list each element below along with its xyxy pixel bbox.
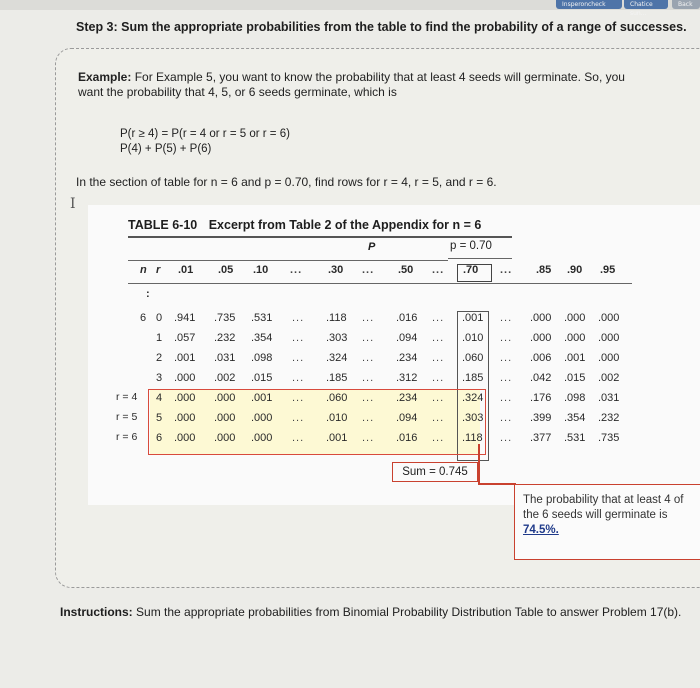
ellipsis-dots: ... [432, 352, 445, 364]
result-callout [514, 484, 700, 560]
row-label-r6: r = 6 [116, 431, 138, 443]
header-dots: ... [290, 264, 303, 276]
cell-01: .001 [174, 352, 196, 364]
cell-05: .000 [214, 392, 236, 404]
ellipsis-dots: ... [432, 372, 445, 384]
cell-85: .399 [530, 412, 552, 424]
formula-line-2: P(4) + P(5) + P(6) [120, 143, 212, 155]
ellipsis-dots: ... [362, 312, 375, 324]
p-value-label: p = 0.70 [450, 240, 492, 252]
cell-r: 3 [156, 372, 163, 384]
text-cursor-icon: I [70, 196, 76, 212]
cell-10: .531 [251, 312, 273, 324]
p-header-label: P [368, 241, 376, 253]
cell-30: .303 [326, 332, 348, 344]
cell-95: .000 [598, 312, 620, 324]
callout-percent: 74.5%. [523, 524, 559, 536]
ellipsis-dots: ... [500, 372, 513, 384]
cell-30: .060 [326, 392, 348, 404]
ellipsis-dots: ... [500, 392, 513, 404]
cell-50: .312 [396, 372, 418, 384]
step-text: Sum the appropriate probabilities from the table to find the probability of a range of successes. [121, 20, 687, 34]
cell-10: .015 [251, 372, 273, 384]
sum-box: Sum = 0.745 [392, 462, 478, 482]
cell-01: .000 [174, 392, 196, 404]
cell-90: .354 [564, 412, 586, 424]
header-col-90: .90 [567, 264, 583, 276]
cell-50: .234 [396, 352, 418, 364]
ellipsis-dots: ... [292, 432, 305, 444]
cell-30: .118 [326, 312, 347, 324]
example-line-1: For Example 5, you want to know the probability that at least 4 seeds will germinate. So, you [134, 70, 625, 84]
ellipsis-dots: ... [500, 432, 513, 444]
callout-line-1: The probability that at least 4 of [523, 494, 684, 506]
cell-70: .324 [462, 392, 484, 404]
header-col-70: .70 [463, 264, 479, 276]
ellipsis-dots: ... [292, 372, 305, 384]
header-col-50: .50 [398, 264, 414, 276]
ellipsis-dots: ... [500, 332, 513, 344]
cell-85: .176 [530, 392, 552, 404]
cell-95: .232 [598, 412, 620, 424]
cell-90: .098 [564, 392, 586, 404]
highlight-col-70-header [457, 264, 492, 282]
header-dots: ... [500, 264, 513, 276]
ellipsis-dots: ... [432, 392, 445, 404]
ellipsis-dots: ... [500, 312, 513, 324]
cell-05: .232 [214, 332, 236, 344]
header-rule [128, 260, 448, 261]
cell-10: .000 [251, 432, 273, 444]
cell-95: .735 [598, 432, 620, 444]
ellipsis-dots: ... [292, 332, 305, 344]
cell-30: .185 [326, 372, 348, 384]
cell-r: 6 [156, 432, 163, 444]
cell-70: .303 [462, 412, 484, 424]
header-col-10: .10 [253, 264, 269, 276]
cell-70: .010 [462, 332, 484, 344]
ellipsis-dots: ... [292, 312, 305, 324]
cell-30: .001 [326, 432, 348, 444]
instructions-label: Instructions: [60, 605, 133, 619]
toolbar-tab-button[interactable]: Back [672, 0, 700, 9]
connector-line [478, 483, 516, 485]
header-col-95: .95 [600, 264, 616, 276]
ellipsis-colon: : [146, 288, 150, 300]
cell-90: .000 [564, 332, 586, 344]
section-instruction: In the section of table for n = 6 and p = 0.70, find rows for r = 4, r = 5, and r = 6. [76, 175, 497, 189]
example-line-2: want the probability that 4, 5, or 6 seeds germinate, which is [78, 85, 397, 99]
cell-01: .941 [174, 312, 196, 324]
cell-r: 4 [156, 392, 163, 404]
ellipsis-dots: ... [362, 332, 375, 344]
cell-10: .098 [251, 352, 273, 364]
table-title [128, 218, 481, 232]
table-title-text: Excerpt from Table 2 of the Appendix for n = 6 [208, 218, 482, 232]
step-label: Step 3: [76, 20, 118, 34]
ellipsis-dots: ... [432, 412, 445, 424]
callout-line-2: the 6 seeds will germinate is [523, 509, 668, 521]
cell-50: .234 [396, 392, 418, 404]
cell-85: .006 [530, 352, 552, 364]
cell-70: .185 [462, 372, 484, 384]
ellipsis-dots: ... [362, 392, 375, 404]
header-r: r [156, 264, 161, 276]
header-col-85: .85 [536, 264, 552, 276]
cell-95: .000 [598, 352, 620, 364]
example-text [78, 70, 690, 100]
step-heading [76, 20, 696, 34]
cell-01: .000 [174, 412, 196, 424]
cell-50: .094 [396, 332, 418, 344]
cell-95: .002 [598, 372, 620, 384]
cell-05: .002 [214, 372, 236, 384]
cell-30: .010 [326, 412, 348, 424]
cell-10: .001 [251, 392, 273, 404]
browser-toolbar [0, 0, 700, 17]
header-dots: ... [362, 264, 375, 276]
cell-30: .324 [326, 352, 348, 364]
cell-r: 0 [156, 312, 163, 324]
header-col-05: .05 [218, 264, 234, 276]
ellipsis-dots: ... [432, 332, 445, 344]
header-bottom-rule [128, 283, 632, 284]
cell-70: .060 [462, 352, 484, 364]
cell-01: .000 [174, 432, 196, 444]
cell-r: 2 [156, 352, 163, 364]
n-value: 6 [140, 312, 147, 324]
header-col-30: .30 [328, 264, 344, 276]
connector-line [478, 444, 480, 484]
header-n: n [140, 264, 147, 276]
p-value-rule [448, 258, 512, 259]
ellipsis-dots: ... [432, 432, 445, 444]
cell-70: .001 [462, 312, 484, 324]
ellipsis-dots: ... [362, 372, 375, 384]
cell-95: .000 [598, 332, 620, 344]
table-label: TABLE 6-10 [128, 218, 198, 232]
cell-85: .042 [530, 372, 552, 384]
cell-r: 1 [156, 332, 163, 344]
cell-10: .000 [251, 412, 273, 424]
cell-70: .118 [462, 432, 483, 444]
cell-10: .354 [251, 332, 273, 344]
toolbar-tab-button[interactable]: Chatice sun... [624, 0, 668, 9]
ellipsis-dots: ... [500, 352, 513, 364]
cell-95: .031 [598, 392, 620, 404]
cell-90: .000 [564, 312, 586, 324]
cell-85: .377 [530, 432, 552, 444]
ellipsis-dots: ... [362, 352, 375, 364]
ellipsis-dots: ... [432, 312, 445, 324]
ellipsis-dots: ... [292, 412, 305, 424]
header-dots: ... [432, 264, 445, 276]
cell-05: .031 [214, 352, 236, 364]
example-label: Example: [78, 70, 132, 84]
ellipsis-dots: ... [362, 412, 375, 424]
cell-90: .531 [564, 432, 586, 444]
formula-line-1: P(r ≥ 4) = P(r = 4 or r = 5 or r = 6) [120, 128, 290, 140]
row-label-r4: r = 4 [116, 391, 138, 403]
cell-50: .016 [396, 312, 418, 324]
cell-50: .016 [396, 432, 418, 444]
ellipsis-dots: ... [292, 392, 305, 404]
cell-05: .000 [214, 412, 236, 424]
cell-r: 5 [156, 412, 163, 424]
cell-85: .000 [530, 312, 552, 324]
instructions-text: Sum the appropriate probabilities from Binomial Probability Distribution Table to answer Problem 17(b). [136, 605, 682, 619]
row-label-r5: r = 5 [116, 411, 138, 423]
cell-90: .001 [564, 352, 586, 364]
ellipsis-dots: ... [500, 412, 513, 424]
cell-85: .000 [530, 332, 552, 344]
cell-01: .000 [174, 372, 196, 384]
toolbar-tab-button[interactable]: Insperoncheck [556, 0, 622, 9]
cell-90: .015 [564, 372, 586, 384]
ellipsis-dots: ... [292, 352, 305, 364]
ellipsis-dots: ... [362, 432, 375, 444]
cell-01: .057 [174, 332, 196, 344]
cell-05: .000 [214, 432, 236, 444]
instructions [60, 604, 690, 620]
header-col-01: .01 [178, 264, 194, 276]
cell-05: .735 [214, 312, 236, 324]
cell-50: .094 [396, 412, 418, 424]
title-rule [128, 236, 512, 238]
